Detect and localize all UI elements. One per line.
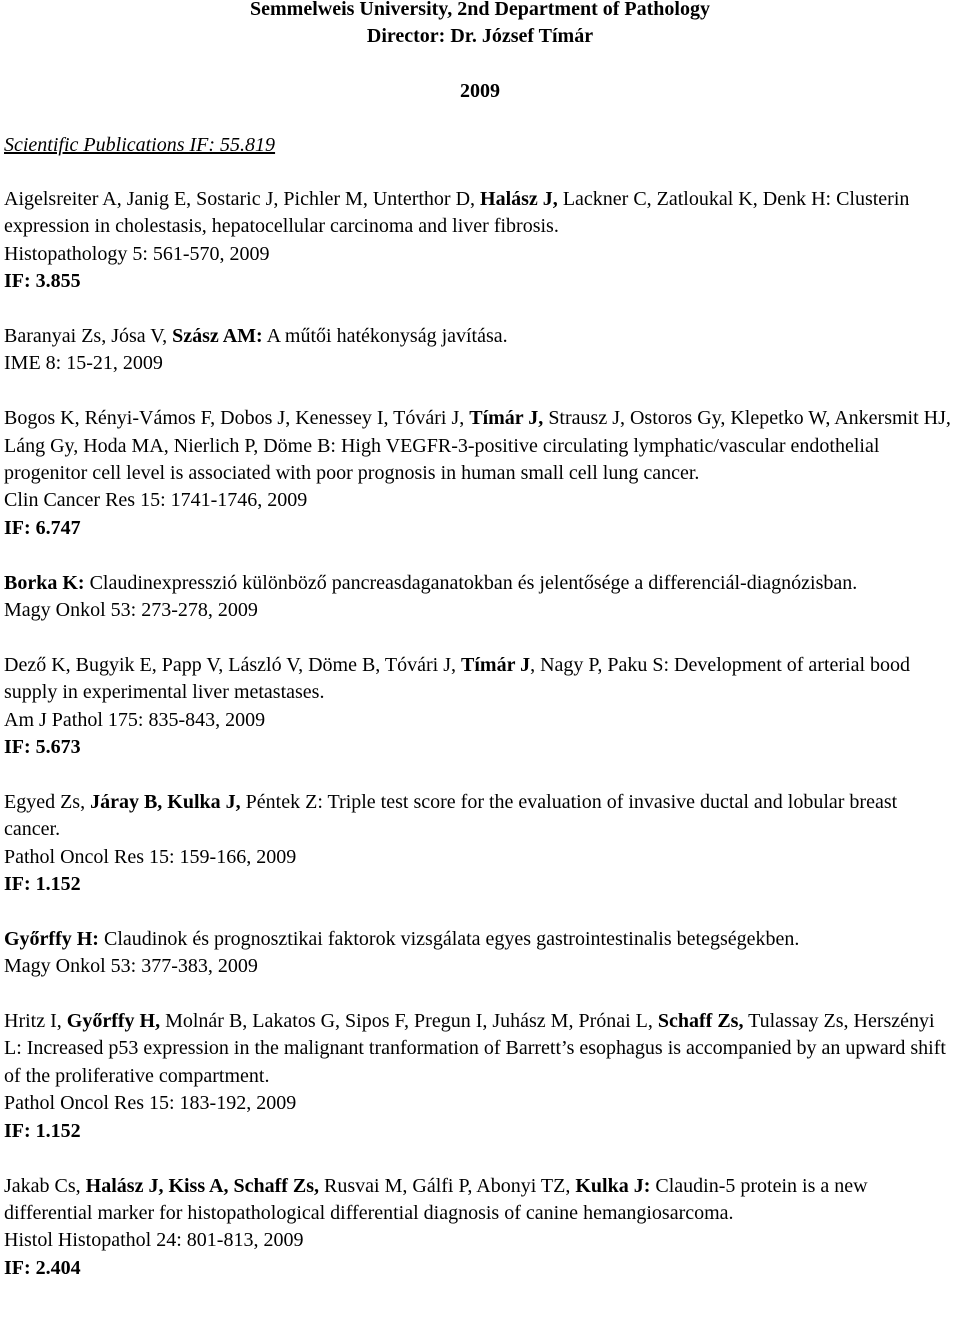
highlighted-author: Járay B, Kulka J,	[90, 790, 241, 813]
publication-citation	[4, 652, 956, 707]
highlighted-author: Győrffy H:	[4, 927, 99, 950]
citation-text: Strausz J, Ostoros Gy, Klepetko W, Ankersmit HJ, Láng Gy, Hoda MA, Nierlich P, Döme B: High VEGFR-3-positive circulating lymphatic/vascular endothelial progenitor cell level is associated with poor prognosis in human small cell lung cancer.	[4, 407, 951, 485]
publication-entry	[4, 405, 956, 542]
citation-text: Lackner C, Zatloukal K, Denk H: Clusterin expression in cholestasis, hepatocellular carcinoma and liver fibrosis.	[4, 188, 910, 238]
institution-heading: Semmelweis University, 2nd Department of Pathology	[250, 0, 710, 20]
highlighted-author: Tímár J	[461, 653, 531, 676]
publication-entry	[4, 926, 956, 981]
highlighted-author: Kulka J:	[575, 1174, 651, 1197]
citation-text: Dező K, Bugyik E, Papp V, László V, Döme B, Tóvári J,	[4, 653, 462, 676]
publication-entry	[4, 323, 956, 378]
year-heading: 2009	[460, 80, 500, 102]
highlighted-author: Tímár J,	[469, 407, 544, 430]
publication-citation	[4, 926, 956, 953]
impact-factor: IF: 6.747	[4, 516, 81, 539]
journal-reference: IME 8: 15-21, 2009	[4, 352, 163, 375]
highlighted-author: Szász AM:	[172, 325, 263, 348]
citation-text: Claudinok és prognosztikai faktorok vizsgálata egyes gastrointestinalis betegségekben.	[98, 927, 800, 950]
citation-text: Rusvai M, Gálfi P, Abonyi TZ,	[319, 1174, 576, 1197]
highlighted-author: Halász J, Kiss A, Schaff Zs,	[85, 1174, 320, 1197]
highlighted-author: Borka K:	[4, 571, 85, 594]
publication-citation	[4, 570, 956, 597]
citation-text: , Nagy P, Paku S: Development of arterial bood supply in experimental liver metastases.	[4, 653, 911, 704]
citation-text: Egyed Zs,	[4, 790, 91, 813]
citation-text: Aigelsreiter A, Janig E, Sostaric J, Pichler M, Unterthor D,	[4, 188, 481, 210]
publication-citation	[4, 323, 956, 350]
publication-citation	[4, 186, 956, 241]
publication-citation	[4, 789, 956, 844]
director-heading: Director: Dr. József Tímár	[366, 25, 594, 47]
journal-reference: Magy Onkol 53: 377-383, 2009	[4, 955, 258, 978]
journal-reference: Clin Cancer Res 15: 1741-1746, 2009	[4, 489, 308, 512]
highlighted-author: Schaff Zs,	[657, 1010, 744, 1033]
journal-reference: Histol Histopathol 24: 801-813, 2009	[4, 1229, 304, 1252]
impact-factor: IF: 3.855	[4, 270, 81, 293]
publication-list	[4, 186, 956, 1310]
citation-text: Molnár B, Lakatos G, Sipos F, Pregun I, Juhász M, Prónai L,	[160, 1010, 658, 1033]
impact-factor: IF: 1.152	[4, 873, 81, 896]
citation-text: Hritz I,	[4, 1010, 67, 1033]
highlighted-author: Halász J,	[480, 188, 558, 210]
publication-citation	[4, 1173, 956, 1228]
publication-entry	[4, 1008, 956, 1145]
citation-text: Jakab Cs,	[4, 1174, 86, 1197]
journal-reference: Magy Onkol 53: 273-278, 2009	[4, 599, 258, 622]
citation-text: Péntek Z: Triple test score for the evaluation of invasive ductal and lobular breast cancer.	[4, 790, 898, 841]
publication-citation	[4, 1008, 956, 1090]
publication-entry	[4, 570, 956, 625]
journal-reference: Pathol Oncol Res 15: 183-192, 2009	[4, 1092, 297, 1115]
highlighted-author: Győrffy H,	[66, 1010, 161, 1033]
publication-entry	[4, 186, 956, 296]
citation-text: Bogos K, Rényi-Vámos F, Dobos J, Kenessey I, Tóvári J,	[4, 407, 470, 430]
publication-citation	[4, 405, 956, 487]
impact-factor: IF: 5.673	[4, 736, 81, 759]
publications-section-title: Scientific Publications IF: 55.819	[4, 134, 276, 156]
citation-text: A műtői hatékonyság javítása.	[262, 325, 508, 348]
impact-factor: IF: 1.152	[4, 1119, 81, 1142]
citation-text: Tulassay Zs, Herszényi L: Increased p53 expression in the malignant tranformation of Barrett’s esophagus is accompanied by an upward shift of the proliferative compartment.	[4, 1010, 946, 1087]
citation-text: Baranyai Zs, Jósa V,	[4, 325, 173, 348]
journal-reference: Histopathology 5: 561-570, 2009	[4, 242, 270, 265]
publication-entry	[4, 789, 956, 899]
journal-reference: Am J Pathol 175: 835-843, 2009	[4, 708, 266, 731]
citation-text: Claudinexpresszió különböző pancreasdaganatokban és jelentősége a differenciál-diagnózisban.	[84, 571, 858, 594]
publication-entry	[4, 1173, 956, 1283]
publication-entry	[4, 652, 956, 762]
citation-text: Claudin-5 protein is a new differential marker for histopathological differential diagnosis of canine hemangiosarcoma.	[4, 1174, 868, 1224]
impact-factor: IF: 2.404	[4, 1256, 81, 1279]
journal-reference: Pathol Oncol Res 15: 159-166, 2009	[4, 845, 297, 868]
